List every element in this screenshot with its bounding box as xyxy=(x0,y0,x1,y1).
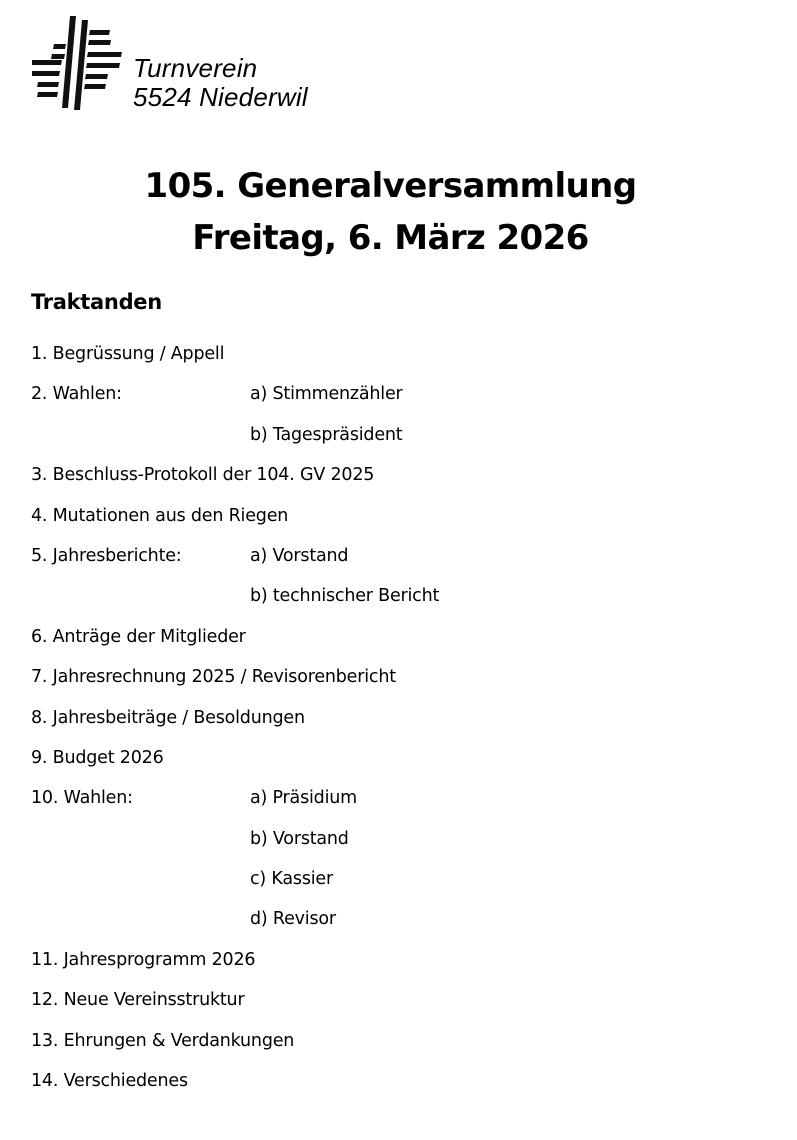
agenda-item xyxy=(31,424,403,464)
agenda-subitem-label: d) Revisor xyxy=(250,909,336,930)
agenda-item xyxy=(31,707,396,747)
agenda-item-label: 8. Jahresbeiträge / Besoldungen xyxy=(31,707,305,728)
document-date: Freitag, 6. März 2026 xyxy=(192,218,589,258)
agenda-list xyxy=(31,343,440,1110)
agenda-item-label: 13. Ehrungen & Verdankungen xyxy=(31,1030,295,1051)
agenda-item-label: 9. Budget 2026 xyxy=(31,747,164,768)
agenda-subitem-label: a) Vorstand xyxy=(250,545,349,566)
agenda-item xyxy=(31,787,396,827)
document-title: 105. Generalversammlung xyxy=(144,166,637,206)
agenda-item-label: 11. Jahresprogramm 2026 xyxy=(31,949,256,970)
agenda-item xyxy=(31,908,396,948)
agenda-item xyxy=(31,343,396,383)
agenda-item-label: 5. Jahresberichte: xyxy=(31,545,182,566)
agenda-item-label: 14. Verschiedenes xyxy=(31,1071,188,1092)
agenda-item-label: 2. Wahlen: xyxy=(31,384,122,405)
agenda-subitem-label: c) Kassier xyxy=(250,869,333,890)
agenda-item-label: 6. Anträge der Mitglieder xyxy=(31,626,246,647)
agenda-subitem-label: a) Präsidium xyxy=(250,788,357,809)
agenda-item-label: 3. Beschluss-Protokoll der 104. GV 2025 xyxy=(31,465,375,486)
agenda-item-label: 10. Wahlen: xyxy=(31,788,133,809)
agenda-item xyxy=(31,1070,396,1110)
agenda-subitem-label: b) Tagespräsident xyxy=(250,424,403,445)
agenda-item-label: 12. Neue Vereinsstruktur xyxy=(31,990,245,1011)
agenda-item xyxy=(31,828,396,868)
agenda-item xyxy=(31,464,396,504)
agenda-item xyxy=(31,383,403,423)
agenda-item xyxy=(31,626,396,666)
agenda-item xyxy=(31,505,396,545)
turnverein-logo-icon xyxy=(32,16,122,110)
section-heading: Traktanden xyxy=(31,290,162,314)
agenda-item-label: 4. Mutationen aus den Riegen xyxy=(31,505,289,526)
org-name-line: Turnverein xyxy=(133,53,258,83)
agenda-item xyxy=(31,747,396,787)
agenda-item xyxy=(31,666,396,706)
agenda-subitem-label: b) Vorstand xyxy=(250,828,349,849)
agenda-item xyxy=(31,949,396,989)
agenda-item xyxy=(31,868,396,908)
agenda-item xyxy=(31,585,440,625)
agenda-item xyxy=(31,1030,396,1070)
agenda-item xyxy=(31,989,396,1029)
agenda-item-label: 7. Jahresrechnung 2025 / Revisorenbericht xyxy=(31,667,396,688)
org-location-line: 5524 Niederwil xyxy=(133,82,308,112)
agenda-subitem-label: b) technischer Bericht xyxy=(250,586,440,607)
agenda-item xyxy=(31,545,396,585)
agenda-item-label: 1. Begrüssung / Appell xyxy=(31,344,225,364)
agenda-subitem-label: a) Stimmenzähler xyxy=(250,384,403,405)
organization-name xyxy=(133,54,308,112)
